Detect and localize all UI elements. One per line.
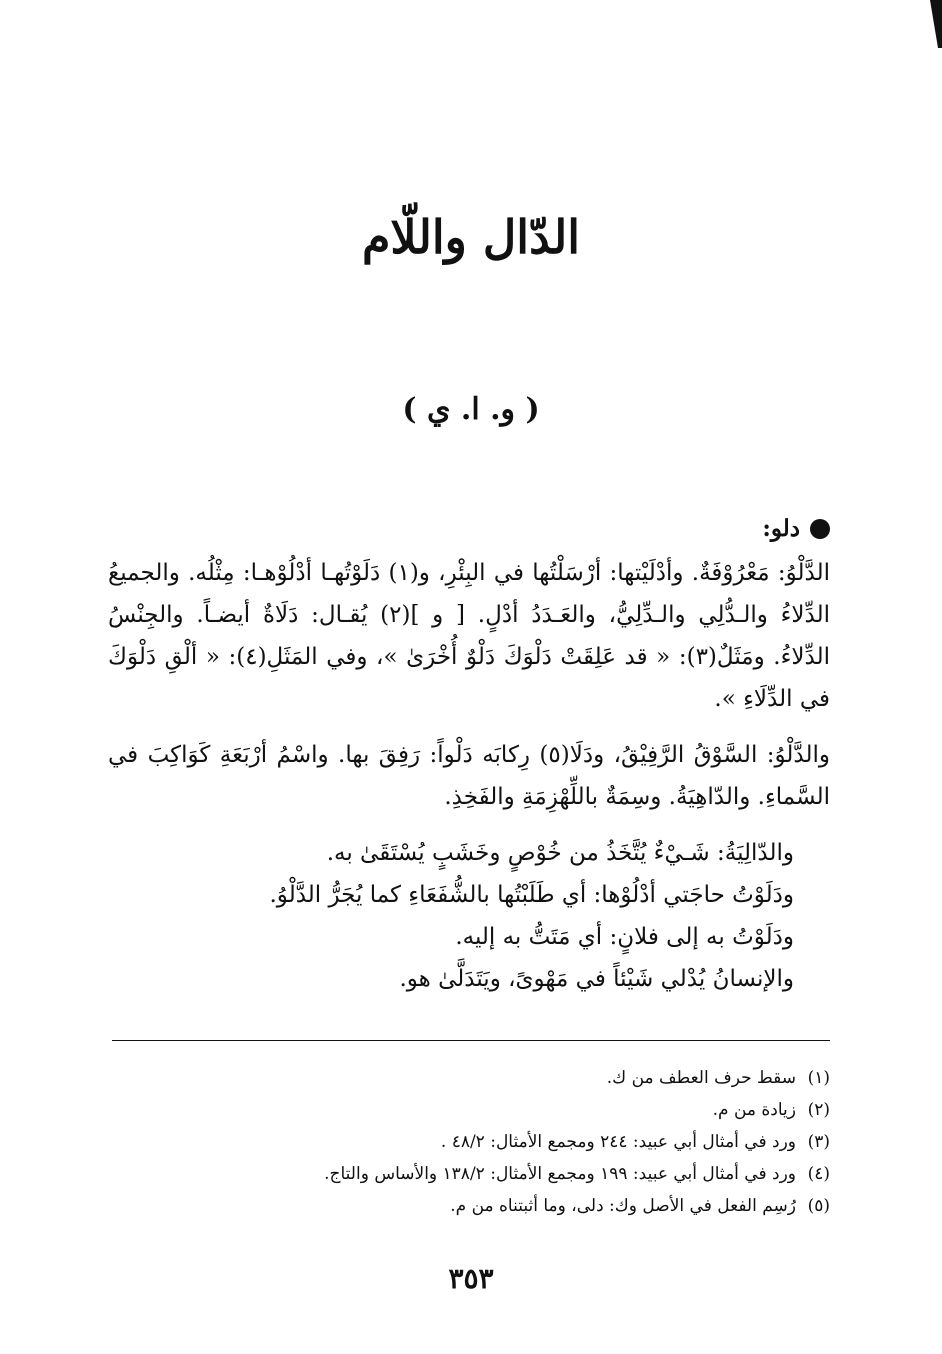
footnote — [112, 1126, 830, 1158]
footnote — [112, 1062, 830, 1094]
dictionary-entry — [108, 508, 830, 1000]
footnotes — [112, 1062, 830, 1222]
footnote-number: (٥) — [807, 1196, 830, 1216]
footnote-number: (٢) — [807, 1100, 830, 1120]
footnote-text: ورد في أمثال أبي عبيد: ٢٤٤ ومجمع الأمثال: ٤٨/٢ . — [440, 1132, 796, 1152]
entry-line: والدّالِيَةُ: شَـيْءٌ يُتَّخَذُ من خُوْصٍ وخَشَبٍ يُسْتَقَىٰ به. — [326, 840, 794, 866]
footnote — [112, 1190, 830, 1222]
bullet-icon — [810, 519, 830, 539]
footnote-number: (٤) — [807, 1164, 830, 1184]
footnote-divider — [112, 1040, 830, 1041]
entry-paragraph: الدَّلْوُ: مَعْرُوْفَةٌ. وأدْلَيْتها: أرْسَلْتُها في البِئْرِ، و(١) دَلَوْتُهـا أدْلُوْهـا: مِثْلُه. والجميعُ الدِّلاءُ والـدُّلِي والـدِّلِيُّ، والعَـدَدُ أدْلٍ. [ و ](٢) يُقـال: دَلَاةٌ أيضـاً. والجِنْسُ الدِّلاءُ. ومَثَلٌ(٣): « قد عَلِقَتْ دَلْوَكَ دَلْوٌ أُخْرَىٰ »، وفي المَثَلِ(٤): « ألْقِ دَلْوَكَ في الدِّلَاءِ ». — [108, 560, 831, 712]
footnote — [112, 1094, 830, 1126]
footnote-text: رُسِم الفعل في الأصل وك: دلى، وما أثبتناه من م. — [450, 1196, 796, 1216]
chapter-title: الدّال واللّام — [361, 210, 581, 264]
footnote-number: (١) — [807, 1068, 830, 1088]
footnote — [112, 1158, 830, 1190]
entry-headword: دلو: — [762, 515, 800, 542]
footnote-number: (٣) — [807, 1132, 830, 1152]
footnote-text: ورد في أمثال أبي عبيد: ١٩٩ ومجمع الأمثال: ١٣٨/٢ والأساس والتاج. — [324, 1164, 796, 1184]
page-number: ٣٥٣ — [448, 1262, 494, 1295]
entry-header — [108, 508, 830, 550]
footnote-text: سقط حرف العطف من ك. — [606, 1068, 796, 1088]
footnote-text: زيادة من م. — [712, 1100, 796, 1120]
page-edge-mark — [924, 0, 942, 48]
entry-line: ودَلَوْتُ حاجَتي أدْلُوْها: أي طَلَبْتُها بالشُّفَعَاءِ كما يُجَرُّ الدَّلْوُ. — [269, 882, 794, 908]
entry-line: ودَلَوْتُ به إلى فلانٍ: أي مَتَتُّ به إليه. — [455, 924, 794, 950]
edge-mark-shape — [924, 0, 942, 48]
entry-paragraph: والدَّلْوُ: السَّوْقُ الرَّفِيْقُ، ودَلَا(٥) رِكابَه دَلْواً: رَفِقَ بها. واسْمُ أرْبَعَةِ كَوَاكِبَ في السَّماءِ. والدّاهِيَةُ. وسِمَةٌ باللِّهْزِمَةِ والفَخِذِ. — [108, 742, 830, 810]
entry-line: والإنسانُ يُدْلي شَيْئاً في مَهْوىً، ويَتَدَلَّىٰ هو. — [399, 966, 794, 992]
root-heading: ( و. ا. ي ) — [402, 392, 540, 427]
